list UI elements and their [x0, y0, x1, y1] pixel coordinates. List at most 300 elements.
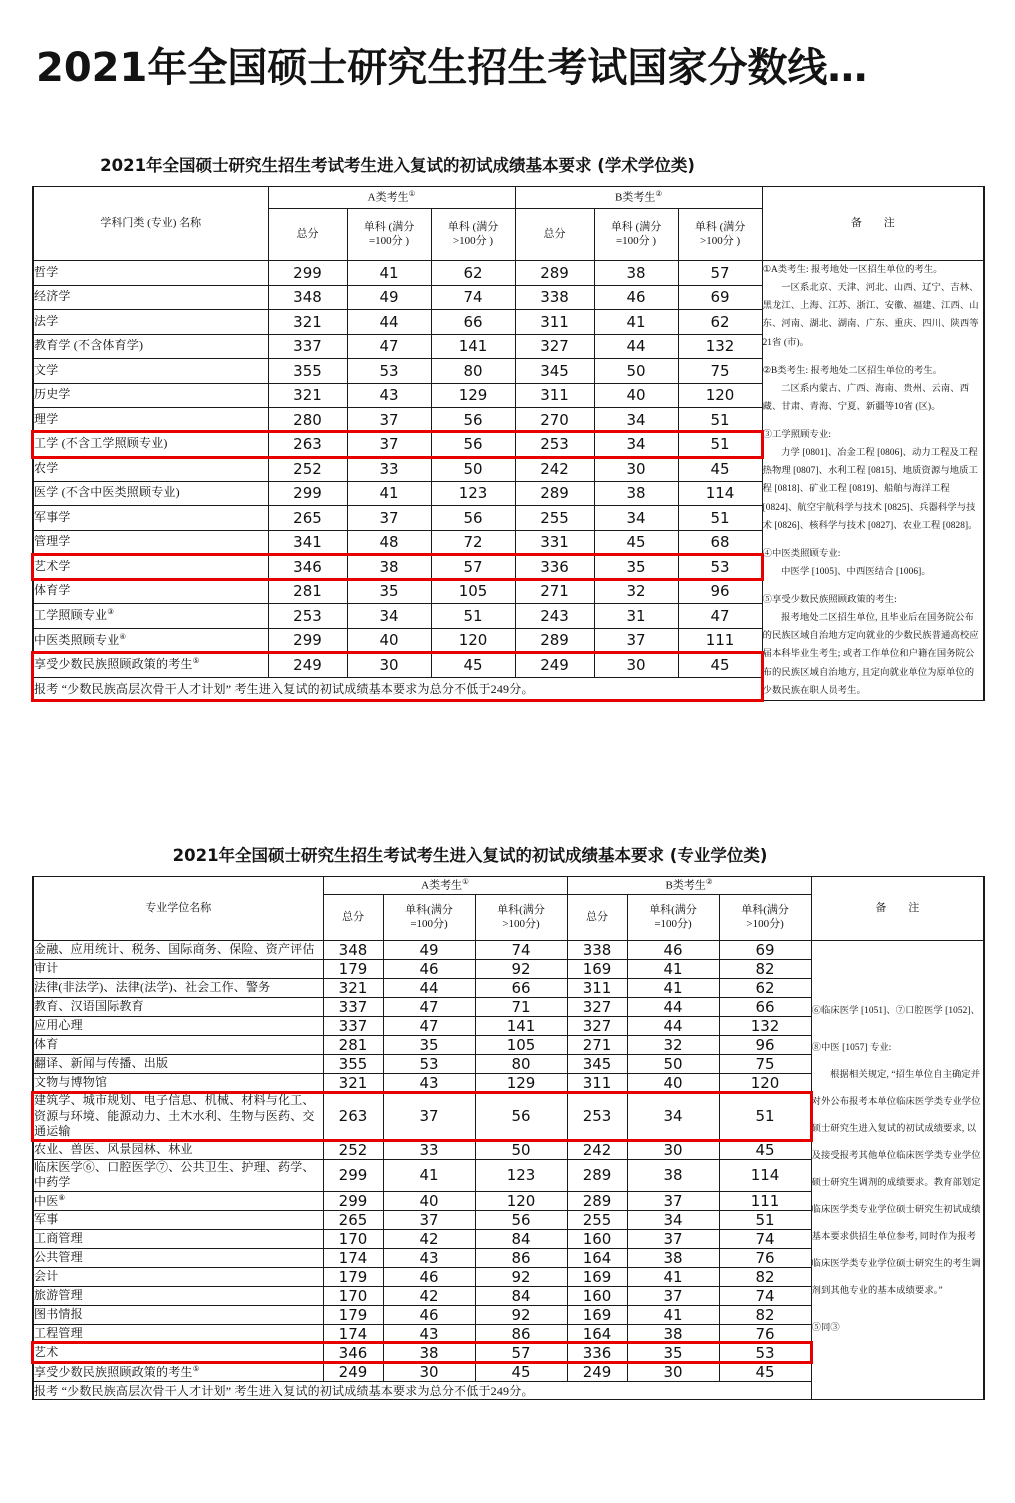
row-label-text: 教育、汉语国际教育	[34, 999, 144, 1014]
score-cell-a-gt: 45	[431, 653, 515, 678]
score-cell-b-total: 327	[515, 334, 594, 359]
remark-paragraph: ③工学照顾专业:	[762, 430, 832, 440]
score-cell-a-eq: 33	[383, 1140, 475, 1159]
score-cell-b-total: 169	[567, 1267, 627, 1286]
header-group-a-sup: ①	[408, 189, 416, 199]
score-cell-a-eq: 41	[347, 481, 431, 506]
score-cell-b-eq: 41	[627, 979, 719, 998]
remark-paragraph: 二区系内蒙古、广西、海南、贵州、云南、西藏、甘肃、青海、宁夏、新疆等10省 (区)。	[762, 383, 970, 412]
score-cell-b-gt: 68	[678, 530, 762, 555]
score-cell-a-total: 299	[268, 261, 347, 286]
score-cell-a-eq: 44	[383, 979, 475, 998]
row-label-superscript: ④	[119, 631, 127, 641]
score-cell-a-gt: 141	[431, 334, 515, 359]
header-group-a-sup: ①	[462, 877, 469, 887]
score-cell-b-gt: 120	[719, 1074, 811, 1093]
score-cell-b-gt: 132	[678, 334, 762, 359]
remark-paragraph: 中医学 [1005]、中西医结合 [1006]。	[781, 566, 931, 577]
row-label	[33, 1159, 323, 1191]
score-cell-b-gt: 75	[719, 1055, 811, 1074]
row-label	[33, 285, 268, 310]
score-cell-a-total: 299	[268, 481, 347, 506]
row-label-text: 旅游管理	[34, 1288, 83, 1303]
score-cell-b-total: 336	[515, 555, 594, 580]
row-label-text: 医学 (不含中医类照顾专业)	[34, 485, 180, 500]
score-cell-a-eq: 37	[383, 1210, 475, 1229]
row-label	[33, 481, 268, 506]
row-label	[33, 359, 268, 384]
score-cell-a-total: 337	[323, 1017, 383, 1036]
score-cell-a-eq: 49	[347, 285, 431, 310]
score-cell-b-eq: 37	[627, 1191, 719, 1210]
score-cell-b-eq: 41	[627, 1305, 719, 1324]
row-label	[33, 530, 268, 555]
header-remarks: 备 注	[762, 187, 984, 261]
row-label-text: 教育学 (不含体育学)	[34, 338, 144, 353]
header-b-single-gt100-line1: 单科 (满分	[694, 221, 746, 234]
score-cell-b-gt: 45	[719, 1140, 811, 1159]
header-group-a	[323, 877, 567, 895]
score-cell-a-eq: 34	[347, 604, 431, 629]
row-label-text: 体育	[34, 1037, 59, 1052]
row-label	[33, 1267, 323, 1286]
score-cell-a-gt: 72	[431, 530, 515, 555]
header-discipline-name: 学科门类 (专业) 名称	[33, 187, 268, 261]
header-group-b-sup: ②	[705, 877, 713, 887]
score-cell-a-total: 174	[323, 1248, 383, 1267]
row-label-text: 图书情报	[34, 1307, 83, 1322]
score-cell-a-total: 299	[323, 1159, 383, 1191]
row-label	[33, 941, 323, 960]
score-cell-a-gt: 80	[475, 1055, 567, 1074]
row-label	[33, 1324, 323, 1343]
score-cell-a-total: 355	[268, 359, 347, 384]
score-cell-a-total: 281	[268, 579, 347, 604]
score-cell-a-total: 321	[323, 1074, 383, 1093]
score-cell-b-total: 164	[567, 1248, 627, 1267]
table-row	[33, 941, 984, 960]
score-cell-a-total: 174	[323, 1324, 383, 1343]
score-cell-a-gt: 50	[431, 457, 515, 482]
score-cell-b-total: 271	[515, 579, 594, 604]
score-cell-a-total: 179	[323, 1305, 383, 1324]
score-cell-b-total: 242	[515, 457, 594, 482]
score-cell-b-gt: 69	[678, 285, 762, 310]
score-cell-a-gt: 57	[431, 555, 515, 580]
header-b-single-eq100-line2: =100分)	[654, 917, 692, 930]
score-cell-b-gt: 120	[678, 383, 762, 408]
score-cell-a-eq: 38	[347, 555, 431, 580]
row-label-text: 理学	[34, 411, 59, 426]
header-group-b-sup: ②	[655, 189, 663, 199]
score-cell-a-eq: 40	[347, 628, 431, 653]
score-cell-b-gt: 53	[678, 555, 762, 580]
header-a-single-eq100-line1: 单科 (满分	[363, 221, 415, 234]
score-cell-b-eq: 35	[594, 555, 678, 580]
row-label	[33, 628, 268, 653]
score-cell-b-eq: 31	[594, 604, 678, 629]
row-label-text: 文物与博物馆	[34, 1075, 108, 1090]
row-label-text: 哲学	[34, 264, 59, 279]
score-cell-b-eq: 44	[627, 1017, 719, 1036]
row-label-text: 工程管理	[34, 1326, 83, 1341]
score-cell-a-eq: 37	[347, 408, 431, 433]
score-cell-b-gt: 51	[719, 1210, 811, 1229]
row-label-text: 工商管理	[34, 1231, 83, 1246]
row-label-text: 管理学	[34, 534, 71, 549]
score-cell-b-gt: 74	[719, 1286, 811, 1305]
academic-score-table	[32, 186, 985, 701]
row-label-text: 艺术学	[34, 558, 71, 573]
score-cell-b-eq: 35	[627, 1343, 719, 1362]
row-label-text: 历史学	[34, 387, 71, 402]
score-cell-b-gt: 96	[678, 579, 762, 604]
header-group-a-label: A类考生	[367, 192, 409, 205]
academic-header-row-1	[33, 187, 984, 209]
row-label-text: 经济学	[34, 289, 71, 304]
row-label-superscript: ⑤	[192, 1363, 200, 1373]
row-label	[33, 653, 268, 678]
score-cell-a-eq: 37	[347, 506, 431, 531]
row-label-text: 会计	[34, 1269, 59, 1284]
score-cell-b-gt: 51	[719, 1093, 811, 1141]
score-cell-a-gt: 129	[475, 1074, 567, 1093]
score-cell-a-eq: 40	[383, 1191, 475, 1210]
score-cell-b-total: 164	[567, 1324, 627, 1343]
score-cell-a-gt: 66	[475, 979, 567, 998]
score-cell-a-eq: 42	[383, 1286, 475, 1305]
header-group-b	[515, 187, 762, 209]
score-cell-b-eq: 38	[627, 1324, 719, 1343]
score-cell-b-gt: 74	[719, 1229, 811, 1248]
score-cell-a-gt: 92	[475, 960, 567, 979]
score-cell-a-total: 355	[323, 1055, 383, 1074]
score-cell-a-eq: 30	[383, 1362, 475, 1381]
header-b-single-eq100-line1: 单科(满分	[649, 904, 697, 917]
score-cell-a-eq: 35	[383, 1036, 475, 1055]
score-cell-b-eq: 45	[594, 530, 678, 555]
score-cell-a-gt: 66	[431, 310, 515, 335]
score-cell-b-gt: 45	[678, 457, 762, 482]
score-cell-a-total: 253	[268, 604, 347, 629]
score-cell-a-eq: 43	[347, 383, 431, 408]
score-cell-a-total: 299	[268, 628, 347, 653]
score-cell-b-eq: 30	[627, 1362, 719, 1381]
row-label-text: 体育学	[34, 583, 71, 598]
header-a-single-gt100	[431, 209, 515, 261]
score-cell-b-eq: 38	[594, 481, 678, 506]
score-cell-a-gt: 56	[431, 506, 515, 531]
header-a-single-gt100	[475, 895, 567, 941]
header-b-single-eq100	[594, 209, 678, 261]
score-cell-a-eq: 43	[383, 1248, 475, 1267]
score-cell-a-gt: 74	[431, 285, 515, 310]
score-cell-b-total: 243	[515, 604, 594, 629]
score-cell-b-total: 253	[567, 1093, 627, 1141]
row-label-text: 享受少数民族照顾政策的考生	[34, 657, 193, 672]
score-cell-b-gt: 82	[719, 960, 811, 979]
score-cell-a-eq: 42	[383, 1229, 475, 1248]
row-label	[33, 506, 268, 531]
row-label	[33, 1305, 323, 1324]
score-cell-b-eq: 30	[627, 1140, 719, 1159]
score-cell-b-total: 289	[515, 628, 594, 653]
row-label-text: 审计	[34, 961, 59, 976]
score-cell-a-eq: 49	[383, 941, 475, 960]
score-cell-b-eq: 40	[627, 1074, 719, 1093]
row-label	[33, 432, 268, 457]
score-cell-a-total: 249	[268, 653, 347, 678]
score-cell-b-eq: 50	[627, 1055, 719, 1074]
score-cell-b-gt: 132	[719, 1017, 811, 1036]
header-b-total: 总分	[567, 895, 627, 941]
row-label	[33, 383, 268, 408]
score-cell-b-eq: 34	[594, 408, 678, 433]
score-cell-a-gt: 56	[475, 1210, 567, 1229]
professional-header-row-1	[33, 877, 984, 895]
score-cell-a-total: 348	[323, 941, 383, 960]
score-cell-a-gt: 45	[475, 1362, 567, 1381]
score-cell-b-total: 289	[567, 1191, 627, 1210]
row-label-superscript: ⑧	[58, 1192, 66, 1202]
score-cell-b-gt: 51	[678, 432, 762, 457]
header-group-b-label: B类考生	[615, 192, 656, 205]
score-cell-a-gt: 51	[431, 604, 515, 629]
score-cell-a-eq: 46	[383, 1305, 475, 1324]
header-professional-degree-name: 专业学位名称	[33, 877, 323, 941]
row-label	[33, 960, 323, 979]
header-b-single-eq100	[627, 895, 719, 941]
score-cell-b-gt: 57	[678, 261, 762, 286]
row-label-text: 农学	[34, 460, 59, 475]
score-cell-b-total: 255	[567, 1210, 627, 1229]
score-cell-b-gt: 111	[719, 1191, 811, 1210]
score-cell-a-eq: 44	[347, 310, 431, 335]
remark-paragraph: ②B类考生: 报考地处二区招生单位的考生。	[762, 365, 943, 376]
score-cell-b-eq: 37	[594, 628, 678, 653]
score-cell-a-total: 263	[268, 432, 347, 457]
score-cell-b-total: 327	[567, 1017, 627, 1036]
score-cell-a-total: 337	[268, 334, 347, 359]
row-label	[33, 1140, 323, 1159]
score-cell-b-gt: 76	[719, 1324, 811, 1343]
row-label-superscript: ③	[107, 607, 115, 617]
score-cell-b-eq: 46	[627, 941, 719, 960]
score-cell-a-eq: 48	[347, 530, 431, 555]
row-label	[33, 1055, 323, 1074]
row-label-text: 军事	[34, 1212, 59, 1227]
remark-paragraph: ①A类考生: 报考地处一区招生单位的考生。	[762, 265, 943, 275]
header-group-a-label: A类考生	[421, 880, 463, 893]
score-cell-b-eq: 32	[594, 579, 678, 604]
score-cell-a-eq: 30	[347, 653, 431, 678]
row-label-text: 翻译、新闻与传播、出版	[34, 1056, 169, 1071]
score-cell-a-total: 252	[323, 1140, 383, 1159]
row-label-superscript: ⑤	[192, 656, 200, 666]
score-cell-a-total: 252	[268, 457, 347, 482]
row-label-text: 应用心理	[34, 1018, 83, 1033]
row-label	[33, 1191, 323, 1210]
score-cell-b-gt: 62	[678, 310, 762, 335]
remarks-cell	[762, 261, 984, 701]
score-cell-a-total: 346	[323, 1343, 383, 1362]
score-cell-a-total: 170	[323, 1286, 383, 1305]
score-cell-a-gt: 123	[475, 1159, 567, 1191]
score-cell-a-total: 265	[268, 506, 347, 531]
remark-paragraph: ⑤享受少数民族照顾政策的考生:	[762, 595, 897, 605]
score-cell-a-gt: 50	[475, 1140, 567, 1159]
score-cell-a-eq: 37	[347, 432, 431, 457]
score-cell-a-total: 321	[323, 979, 383, 998]
remarks-cell	[811, 941, 984, 1400]
row-label-text: 文学	[34, 362, 59, 377]
score-cell-a-total: 346	[268, 555, 347, 580]
score-cell-b-total: 338	[567, 941, 627, 960]
score-cell-b-total: 338	[515, 285, 594, 310]
row-label	[33, 1036, 323, 1055]
remark-paragraph: 力学 [0801]、冶金工程 [0806]、动力工程及工程热物理 [0807]、水利工程 [0815]、地质资源与地质工程 [0818]、矿业工程 [0819]、船舶与海洋工程 [0824]、航空宇航科学与技术 [0825]、兵器科学与技术 [0826]、核科学与技术 [0827]、农业工程 [0828]。	[762, 448, 978, 531]
score-cell-b-gt: 69	[719, 941, 811, 960]
score-cell-a-eq: 35	[347, 579, 431, 604]
score-cell-b-total: 336	[567, 1343, 627, 1362]
score-cell-b-total: 169	[567, 1305, 627, 1324]
score-cell-b-gt: 45	[719, 1362, 811, 1381]
header-group-b	[567, 877, 811, 895]
row-label	[33, 310, 268, 335]
score-cell-a-eq: 41	[383, 1159, 475, 1191]
professional-table-title: 2021年全国硕士研究生招生考试考生进入复试的初试成绩基本要求 (专业学位类)	[172, 846, 768, 865]
score-cell-b-total: 289	[515, 261, 594, 286]
score-cell-b-eq: 34	[627, 1093, 719, 1141]
score-cell-a-total: 321	[268, 383, 347, 408]
score-cell-b-gt: 66	[719, 998, 811, 1017]
score-cell-a-gt: 105	[475, 1036, 567, 1055]
score-cell-b-gt: 47	[678, 604, 762, 629]
score-cell-a-total: 249	[323, 1362, 383, 1381]
score-cell-b-gt: 96	[719, 1036, 811, 1055]
footnote-text: 报考 “少数民族高层次骨干人才计划” 考生进入复试的初试成绩基本要求为总分不低于249分。	[33, 1381, 811, 1399]
score-cell-b-total: 311	[567, 979, 627, 998]
row-label-text: 中医	[34, 1193, 59, 1208]
remark-paragraph: 根据相关规定, “招生单位自主确定并对外公布报考本单位临床医学类专业学位硕士研究生进入复试的初试成绩要求, 以及接受报考其他单位临床医学类专业学位硕士研究生调剂的成绩要求。教育部划定临床医学类专业学位硕士研究生初试成绩基本要求供招生单位参考, 同时作为报考临床医学类专业学位硕士研究生的考生调剂到其他专业的基本成绩要求。”	[811, 1070, 981, 1296]
score-cell-b-total: 271	[567, 1036, 627, 1055]
header-b-single-gt100	[719, 895, 811, 941]
score-cell-b-eq: 34	[594, 432, 678, 457]
row-label-text: 艺术	[34, 1345, 59, 1360]
score-cell-a-gt: 84	[475, 1229, 567, 1248]
row-label-text: 金融、应用统计、税务、国际商务、保险、资产评估	[34, 942, 315, 957]
score-cell-a-eq: 33	[347, 457, 431, 482]
score-cell-a-gt: 56	[475, 1093, 567, 1141]
row-label	[33, 1093, 323, 1141]
score-cell-a-total: 341	[268, 530, 347, 555]
header-b-single-gt100-line2: >100分 )	[699, 234, 741, 247]
score-cell-b-total: 345	[567, 1055, 627, 1074]
header-group-b-label: B类考生	[665, 880, 706, 893]
score-cell-b-gt: 82	[719, 1267, 811, 1286]
score-cell-b-total: 249	[567, 1362, 627, 1381]
professional-score-table	[32, 876, 985, 1400]
row-label-text: 法学	[34, 313, 59, 328]
score-cell-b-total: 169	[567, 960, 627, 979]
score-cell-b-total: 311	[515, 383, 594, 408]
footnote-text: 报考 “少数民族高层次骨干人才计划” 考生进入复试的初试成绩基本要求为总分不低于249分。	[33, 677, 762, 700]
score-cell-a-gt: 92	[475, 1267, 567, 1286]
row-label	[33, 998, 323, 1017]
row-label-text: 工学照顾专业	[34, 608, 108, 623]
academic-table-title: 2021年全国硕士研究生招生考试考生进入复试的初试成绩基本要求 (学术学位类)	[100, 156, 695, 175]
table-row	[33, 261, 984, 286]
remark-paragraph: 报考地处二区招生单位, 且毕业后在国务院公布的民族区域自治地方定向就业的少数民族普通高校应届本科毕业生考生; 或者工作单位和户籍在国务院公布的民族区域自治地方, 且定向就业单位为原单位的少数民族在职人员考生。	[762, 613, 979, 696]
row-label	[33, 1286, 323, 1305]
score-cell-b-gt: 45	[678, 653, 762, 678]
score-cell-b-eq: 32	[627, 1036, 719, 1055]
score-cell-a-eq: 47	[383, 1017, 475, 1036]
score-cell-a-gt: 120	[431, 628, 515, 653]
header-a-total: 总分	[323, 895, 383, 941]
score-cell-b-eq: 34	[627, 1210, 719, 1229]
score-cell-b-eq: 37	[627, 1286, 719, 1305]
score-cell-b-eq: 40	[594, 383, 678, 408]
score-cell-a-eq: 41	[347, 261, 431, 286]
score-cell-a-gt: 105	[431, 579, 515, 604]
score-cell-a-gt: 86	[475, 1248, 567, 1267]
score-cell-a-eq: 53	[383, 1055, 475, 1074]
score-cell-b-eq: 46	[594, 285, 678, 310]
row-label	[33, 555, 268, 580]
score-cell-a-total: 170	[323, 1229, 383, 1248]
score-cell-a-eq: 38	[383, 1343, 475, 1362]
header-b-single-gt100-line2: >100分)	[746, 917, 784, 930]
remark-paragraph: ⑥临床医学 [1051]、⑦口腔医学 [1052]、	[811, 1006, 980, 1017]
remark-paragraph: ④中医类照顾专业:	[762, 548, 841, 559]
row-label	[33, 1248, 323, 1267]
score-cell-a-gt: 141	[475, 1017, 567, 1036]
row-label	[33, 604, 268, 629]
score-cell-b-eq: 41	[594, 310, 678, 335]
score-cell-b-total: 331	[515, 530, 594, 555]
row-label	[33, 1343, 323, 1362]
row-label-text: 中医类照顾专业	[34, 632, 120, 647]
header-a-total: 总分	[268, 209, 347, 261]
score-cell-a-total: 265	[323, 1210, 383, 1229]
score-cell-a-eq: 46	[383, 1267, 475, 1286]
score-cell-a-gt: 84	[475, 1286, 567, 1305]
score-cell-b-total: 253	[515, 432, 594, 457]
page-title: 2021年全国硕士研究生招生考试国家分数线…	[36, 45, 868, 91]
professional-table-wrap	[32, 876, 985, 1400]
academic-table-wrap	[32, 186, 985, 701]
score-cell-b-gt: 76	[719, 1248, 811, 1267]
score-cell-b-gt: 82	[719, 1305, 811, 1324]
score-cell-a-total: 348	[268, 285, 347, 310]
score-cell-b-total: 249	[515, 653, 594, 678]
score-cell-b-eq: 30	[594, 457, 678, 482]
header-b-single-gt100-line1: 单科(满分	[741, 904, 789, 917]
score-cell-a-gt: 57	[475, 1343, 567, 1362]
score-cell-a-gt: 123	[431, 481, 515, 506]
score-cell-b-total: 327	[567, 998, 627, 1017]
remark-paragraph: 一区系北京、天津、河北、山西、辽宁、吉林、黑龙江、上海、江苏、浙江、安徽、福建、江西、山东、河南、湖北、湖南、广东、重庆、四川、陕西等21省 (市)。	[762, 283, 979, 348]
row-label	[33, 1210, 323, 1229]
score-cell-b-total: 311	[567, 1074, 627, 1093]
score-cell-a-gt: 56	[431, 408, 515, 433]
score-cell-b-total: 160	[567, 1229, 627, 1248]
row-label	[33, 408, 268, 433]
score-cell-b-total: 160	[567, 1286, 627, 1305]
score-cell-a-total: 179	[323, 960, 383, 979]
score-cell-a-total: 337	[323, 998, 383, 1017]
